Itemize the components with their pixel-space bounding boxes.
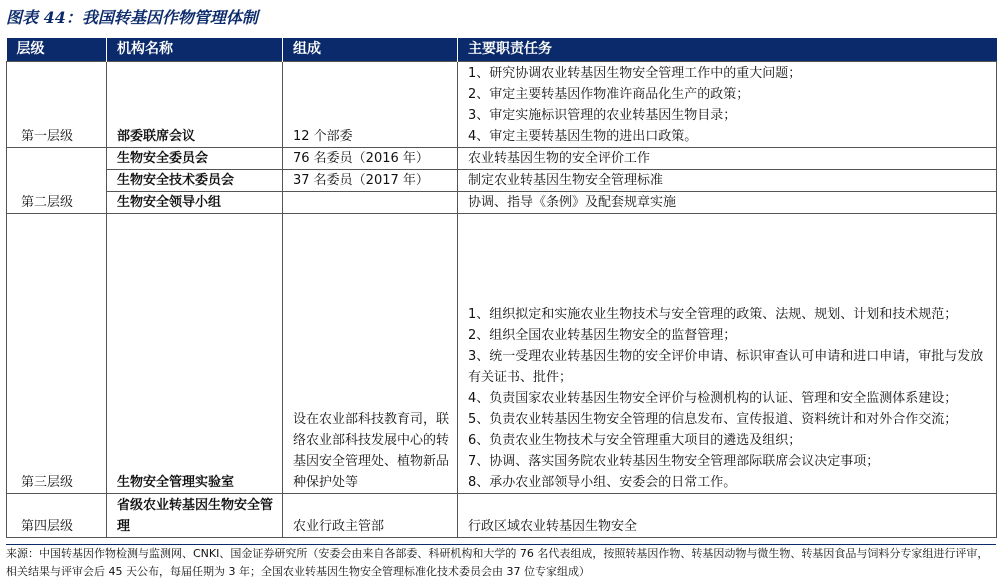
duty-item: 2、组织全国农业转基因生物安全的监督管理； [468,328,737,343]
duties-cell [458,192,997,214]
duty-item: 6、负责农业生物技术与安全管理重大项目的遴选及组织； [468,433,802,448]
header-org: 机构名称 [107,38,283,62]
org-cell: 省级农业转基因生物安全管理 [107,494,283,538]
level-cell: 第二层级 [7,148,107,214]
duty-item: 7、协调、落实国务院农业转基因生物安全管理部际联席会议决定事项； [468,454,880,469]
source-note: 来源：中国转基因作物检测与监测网、CNKI、国金证券研究所（安委会由来自各部委、科研机构和大学的 76 名代表组成，按照转基因作物、转基因动物与微生物、转基因食品与饲料分专家组进行评审，相关结果与评审会后 45 天公布，每届任期为 3 年；全国农业转基因生物安全管理标准化技术委员会由 37 位专家组成） [6,544,996,581]
org-cell: 生物安全管理实验室 [107,214,283,494]
duty-item: 2、审定主要转基因作物准许商品化生产的政策； [468,87,750,102]
duty-item: 1、研究协调农业转基因生物安全管理工作中的重大问题； [468,66,802,81]
duty-item: 4、负责国家农业转基因生物安全评价与检测机构的认证、管理和安全监测体系建设； [468,391,958,406]
duty-item: 行政区域农业转基因生物安全 [468,519,638,534]
duty-item: 农业转基因生物的安全评价工作 [468,151,651,166]
org-cell: 生物安全委员会 [107,148,283,170]
figure-title: 图表 44：我国转基因作物管理体制 [6,8,258,27]
table-row [7,170,997,192]
duty-item: 8、承办农业部领导小组、安委会的日常工作。 [468,475,737,490]
duty-item: 1、组织拟定和实施农业生物技术与安全管理的政策、法规、规划、计划和技术规范； [468,307,958,322]
duty-item: 制定农业转基因生物安全管理标准 [468,173,664,188]
governance-table [6,38,997,538]
duty-item: 4、审定主要转基因生物的进出口政策。 [468,129,698,144]
duty-item: 3、统一受理农业转基因生物的安全评价申请、标识审查认可申请和进口申请，审批与发放有关证书、批件； [468,349,984,385]
composition-cell: 设在农业部科技教育司，联络农业部科技发展中心的转基因安全管理处、植物新品种保护处等 [283,214,458,494]
table-row [7,192,997,214]
table-row [7,148,997,170]
header-level: 层级 [7,38,107,62]
table-row [7,62,997,148]
duties-cell [458,170,997,192]
org-cell: 部委联席会议 [107,62,283,148]
duties-cell [458,62,997,148]
composition-cell: 农业行政主管部 [283,494,458,538]
duty-item: 3、审定实施标识管理的农业转基因生物目录； [468,108,737,123]
level-cell: 第四层级 [7,494,107,538]
table-row [7,494,997,538]
duties-cell [458,494,997,538]
duty-item: 5、负责农业转基因生物安全管理的信息发布、宣传报道、资料统计和对外合作交流； [468,412,958,427]
duties-cell [458,214,997,494]
composition-cell: 12 个部委 [283,62,458,148]
header-composition: 组成 [283,38,458,62]
level-cell: 第三层级 [7,214,107,494]
composition-cell [283,192,458,214]
table-row [7,214,997,494]
duties-cell [458,148,997,170]
org-cell: 生物安全技术委员会 [107,170,283,192]
level-cell: 第一层级 [7,62,107,148]
duty-item: 协调、指导《条例》及配套规章实施 [468,195,677,210]
org-cell: 生物安全领导小组 [107,192,283,214]
composition-cell: 76 名委员（2016 年） [283,148,458,170]
header-duties: 主要职责任务 [458,38,997,62]
table-header-row [7,38,997,62]
composition-cell: 37 名委员（2017 年） [283,170,458,192]
